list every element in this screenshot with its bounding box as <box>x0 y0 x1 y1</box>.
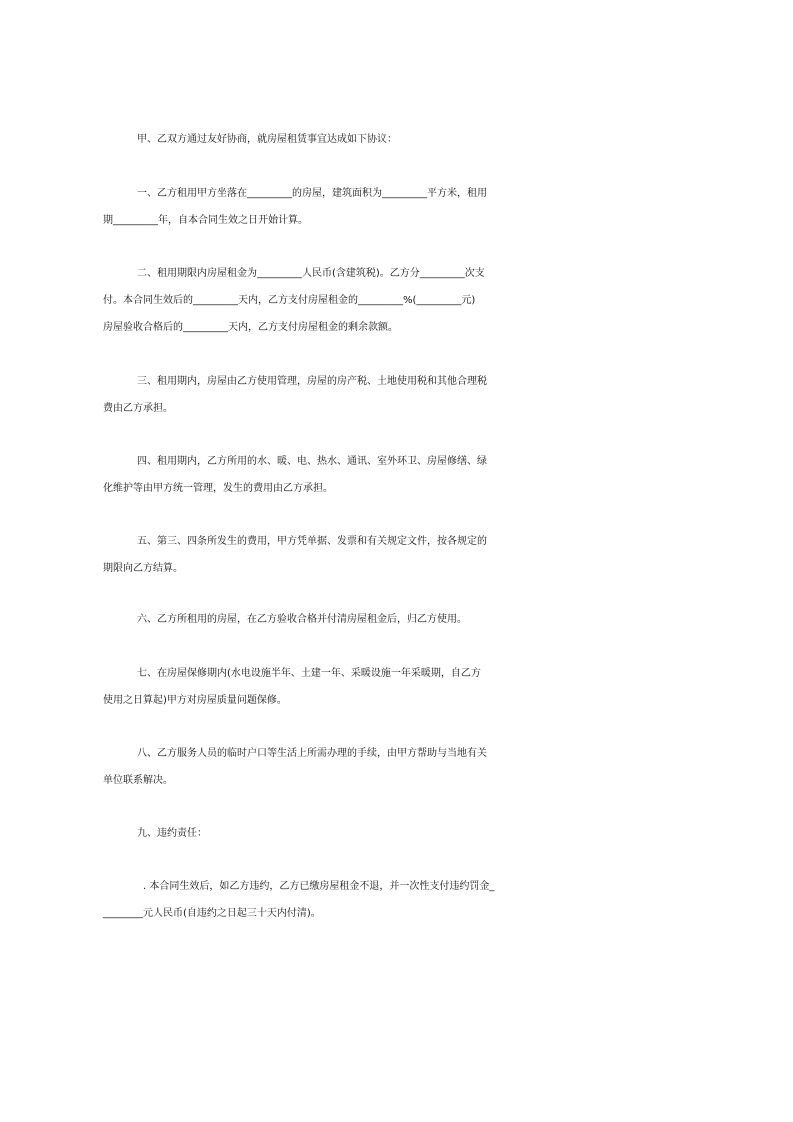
clause-2-line-1: 二、租用期限内房屋租金为_________人民币(含建筑税)。乙方分_________次支 <box>137 268 485 279</box>
clause-4-paragraph <box>103 448 703 502</box>
clause-6-line-1: 六、乙方所租用的房屋，在乙方验收合格并付清房屋租金后，归乙方使用。 <box>137 614 467 625</box>
clause-8-line-1: 八、乙方服务人员的临时户口等生活上所需办理的手续，由甲方帮助与当地有关 <box>137 748 487 759</box>
clause-2-line-3: 房屋验收合格后的_________天内，乙方支付房屋租金的剩余款额。 <box>103 322 398 333</box>
intro-line-1: 甲、乙双方通过友好协商，就房屋租赁事宜达成如下协议： <box>137 134 397 145</box>
clause-3-line-1: 三、租用期内，房屋由乙方使用管理，房屋的房产税、土地使用税和其他合理税 <box>137 376 487 387</box>
clause-9-paragraph <box>103 820 703 847</box>
clause-7-line-1: 七、在房屋保修期内(水电设施半年、土建一年、采暖设施一年采暖期，自乙方 <box>137 668 481 679</box>
clause-4-line-2: 化维护等由甲方统一管理，发生的费用由乙方承担。 <box>103 483 333 494</box>
clause-4-line-1: 四、租用期内，乙方所用的水、暖、电、热水、通讯、室外环卫、房屋修缮、绿 <box>137 456 487 467</box>
clause-7-line-2: 使用之日算起)甲方对房屋质量问题保修。 <box>103 695 287 706</box>
clause-2-paragraph <box>103 260 703 341</box>
clause-1-line-1: 一、乙方租用甲方坐落在_________的房屋，建筑面积为_________平方米，租用 <box>137 188 487 199</box>
clause-2-line-2: 付。本合同生效后的_________天内，乙方支付房屋租金的_________%(_________元) <box>103 295 476 306</box>
clause-1-paragraph <box>103 180 703 234</box>
clause-7-paragraph <box>103 660 703 714</box>
clause-5-line-1: 五、第三、四条所发生的费用，甲方凭单据、发票和有关规定文件，按各规定的 <box>137 536 487 547</box>
document-page <box>103 0 703 1122</box>
clause-8-line-2: 单位联系解决。 <box>103 775 173 786</box>
clause-1-line-2: 期_________年，自本合同生效之日开始计算。 <box>103 215 308 226</box>
clause-9-line-1: 九、违约责任： <box>137 828 207 839</box>
intro-paragraph <box>103 126 703 153</box>
clause-6-paragraph <box>103 606 703 633</box>
clause-9-1-line-2: ________元人民币(自违约之日起三十天内付清)。 <box>103 908 321 919</box>
clause-3-line-2: 费由乙方承担。 <box>103 403 173 414</box>
clause-5-line-2: 期限向乙方结算。 <box>103 563 183 574</box>
clause-3-paragraph <box>103 368 703 422</box>
clause-8-paragraph <box>103 740 703 794</box>
clause-5-paragraph <box>103 528 703 582</box>
clause-9-1-paragraph <box>103 873 703 927</box>
clause-9-1-line-1: . 本合同生效后，如乙方违约，乙方已缴房屋租金不退，并一次性支付违约罚金_ <box>143 881 495 892</box>
